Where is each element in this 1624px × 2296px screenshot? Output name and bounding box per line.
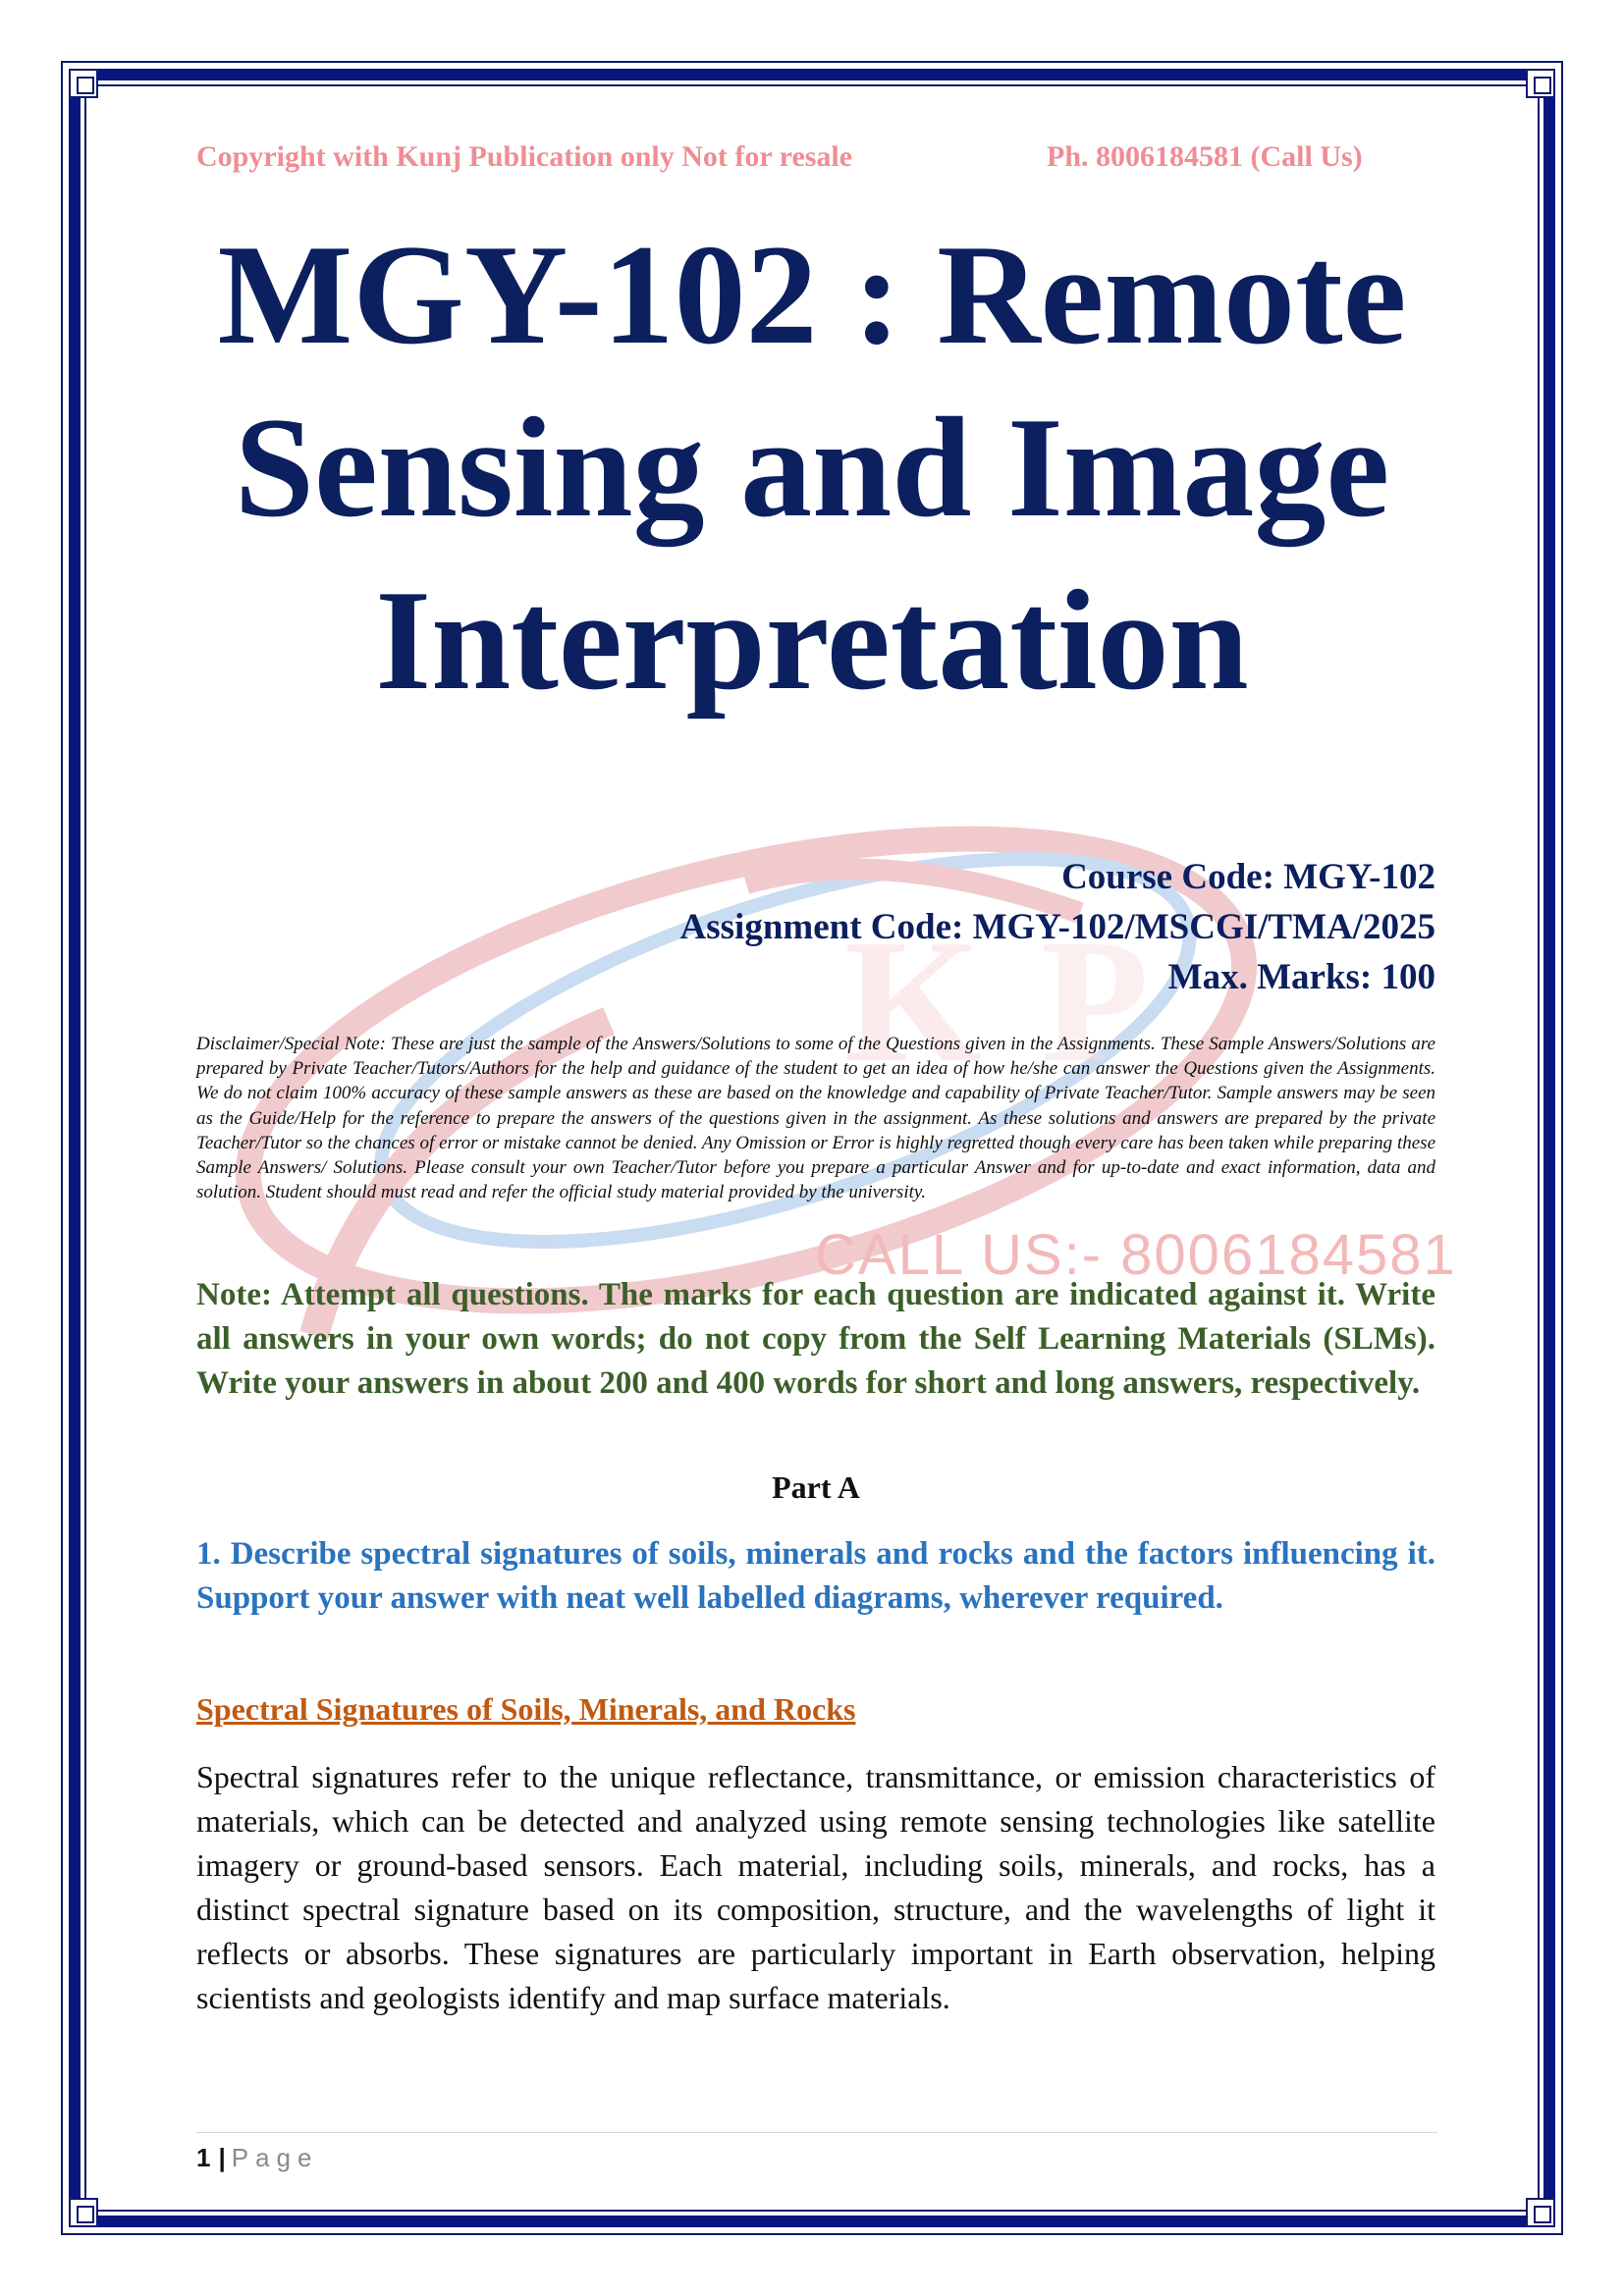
footer-separator: | [218, 2143, 226, 2172]
svg-text:K: K [844, 903, 983, 1098]
body-paragraph: Spectral signatures refer to the unique reflectance, transmittance, or emission characteristics of materials, which can be detected and analyzed using remote sensing technologies like satellite imagery or ground-based sensors. Each material, including soils, minerals, and rocks, has a distinct spectral signature based on its composition, structure, and the wavelengths of light it reflects or absorbs. These signatures are particularly important in Earth observation, helping scientists and geologists identify and map surface materials. [196, 1759, 1435, 2015]
assignment-code: Assignment Code: MGY-102/MSCGI/TMA/2025 [679, 907, 1435, 947]
phone-text: Ph. 8006184581 (Call Us) [1047, 140, 1363, 173]
svg-text:P: P [1041, 903, 1149, 1098]
copyright-header [196, 140, 1435, 174]
title-line: Sensing and Image [234, 388, 1390, 547]
question-1: 1. Describe spectral signatures of soils, minerals and rocks and the factors influencing it. Support your answer with neat well labelled diagrams, wherever required. [196, 1536, 1435, 1616]
page-label: Page [231, 2143, 319, 2172]
max-marks: Max. Marks: 100 [1167, 957, 1435, 997]
course-meta [680, 852, 1435, 1002]
copyright-text: Copyright with Kunj Publication only Not for resale [196, 140, 853, 173]
instructions-note: Note: Attempt all questions. The marks for each question are indicated against it. Write all answers in your own words; do not copy from the Self Learning Materials (SLMs). Write your answers in about 200 and 400 words for short and long answers, respectively. [196, 1277, 1435, 1401]
title-line: MGY-102 : Remote [217, 215, 1407, 374]
disclaimer: Disclaimer/Special Note: These are just the sample of the Answers/Solutions to some of the Questions given in the Assignments. These Sample Answers/Solutions are prepared by Private Teacher/Tutors/Authors for the help and guidance of the student to get an idea of how he/she can answer the Questions given the Assignments. We do not claim 100% accuracy of these sample answers as these are based on the knowledge and capability of Private Teacher/Tutor. Sample answers may be seen as the Guide/Help for the reference to prepare the answers of the questions given in the assignment. As these solutions and answers are prepared by the private Teacher/Tutor so the chances of error or mistake cannot be denied. Any Omission or Error is highly regretted though every care has been taken while preparing these Sample Answers/ Solutions. Please consult your own Teacher/Tutor before you prepare a particular Answer and for up-to-date and exact information, data and solution. Student should must read and refer the official study material provided by the university. [196, 1034, 1435, 1203]
page-footer [196, 2143, 318, 2173]
corner-ornament [1526, 69, 1555, 98]
section-subheading: Spectral Signatures of Soils, Minerals, and Rocks [196, 1691, 856, 1727]
title-line: Interpretation [375, 561, 1249, 720]
watermark-phone-text: CALL US:- 8006184581 [815, 1223, 1457, 1287]
document-title [157, 208, 1467, 726]
page-number: 1 [196, 2143, 211, 2172]
footer-divider [196, 2132, 1437, 2133]
part-heading: Part A [772, 1469, 860, 1505]
corner-ornament [69, 69, 98, 98]
corner-ornament [69, 2198, 98, 2227]
course-code: Course Code: MGY-102 [1061, 857, 1435, 897]
corner-ornament [1526, 2198, 1555, 2227]
